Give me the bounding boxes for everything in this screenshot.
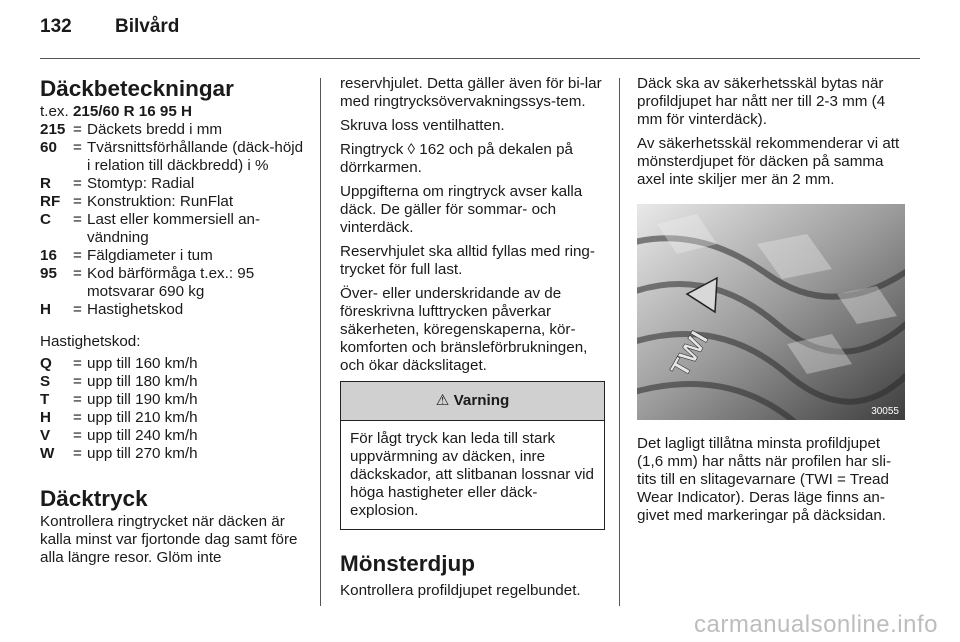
tire-code-code: RF (40, 193, 61, 210)
tire-code-meaning: Stomtyp: Radial (87, 175, 195, 192)
column-divider-2 (619, 78, 620, 606)
speed-code-code: T (40, 391, 50, 408)
speed-code-code: S (40, 373, 51, 390)
speed-code-equals: = (73, 409, 82, 426)
tire-code-equals: = (73, 211, 82, 228)
speed-code-row (40, 445, 308, 463)
speed-code-meaning: upp till 270 km/h (87, 445, 198, 462)
tire-code-row (40, 211, 308, 247)
tire-code-meaning: Last eller kommersiell an-vändning (87, 211, 261, 246)
pressure-ref-label: Ringtryck (340, 141, 404, 158)
paragraph-cold-tires: Uppgifterna om ringtryck avser kalla däck. De gäller för sommar- och vinterdäck. (340, 183, 583, 236)
speed-code-code: Q (40, 355, 52, 372)
section-heading-tread-depth: Mönsterdjup (340, 551, 475, 576)
tire-code-code: 16 (40, 247, 57, 264)
speed-code-equals: = (73, 427, 82, 444)
tire-code-meaning: Kod bärförmåga t.ex.: 95 motsvarar 690 kg (87, 265, 255, 300)
figure-number: 30055 (871, 406, 899, 417)
paragraph-check-tread: Kontrollera profildjupet regelbundet. (340, 582, 581, 599)
tire-code-row (40, 247, 308, 265)
header-rule (40, 58, 920, 59)
column-divider-1 (320, 78, 321, 606)
speed-code-meaning: upp till 190 km/h (87, 391, 198, 408)
tire-code-code: H (40, 301, 51, 318)
tire-code-row (40, 265, 308, 301)
warning-box (340, 381, 605, 530)
paragraph-spare-full-load: Reservhjulet ska alltid fyllas med ring-trycket för full last. (340, 243, 595, 278)
speed-code-row (40, 373, 308, 391)
warning-header (341, 382, 604, 421)
tire-code-code: 215 (40, 121, 66, 138)
speed-code-row (40, 409, 308, 427)
speed-code-list (40, 355, 308, 463)
tire-code-code: 60 (40, 139, 57, 156)
paragraph-spare-wheel: reservhjulet. Detta gäller även för bi-lar med ringtrycksövervakningssys-tem. (340, 75, 602, 110)
section-heading-tire-pressure: Däcktryck (40, 486, 148, 511)
tire-code-meaning: Hastighetskod (87, 301, 184, 318)
tire-code-equals: = (73, 247, 82, 264)
tire-code-definitions (40, 121, 308, 319)
tire-code-equals: = (73, 139, 82, 156)
column-3 (637, 75, 905, 531)
tire-code-row (40, 175, 308, 193)
example-prefix: t.ex. (40, 103, 69, 120)
tire-pressure-paragraph: Kontrollera ringtrycket när däcken är kalla minst var fjortonde dag samt före alla längre resor. Glöm inte (40, 513, 298, 566)
paragraph-legal-minimum: Det lagligt tillåtna minsta profildjupet (1,6 mm) har nåtts när profilen har sli-tits till en slitagevarnare (TWI = Tread Wear Indicator). Deras läge finns an-givet med markeringar på däcksidan. (637, 435, 892, 524)
speed-code-meaning: upp till 210 km/h (87, 409, 198, 426)
page-title: Bilvård (115, 16, 180, 37)
tire-code-code: C (40, 211, 51, 228)
section-heading-tire-markings: Däckbeteckningar (40, 76, 234, 101)
tire-code-equals: = (73, 193, 82, 210)
paragraph-replace-tires: Däck ska av säkerhetsskäl bytas när profildjupet har nått ner till 2-3 mm (4 mm för vinterdäck). (637, 75, 886, 128)
speed-code-equals: = (73, 373, 82, 390)
paragraph-pressure-ref (340, 141, 605, 177)
tire-code-row (40, 121, 308, 139)
tire-code-row (40, 193, 308, 211)
paragraph-pressure-effects: Över- eller underskridande av de föreskrivna lufttrycken påverkar säkerheten, köregenskaperna, kör-komforten och bränsleförbrukningen, och ökar däckslitaget. (340, 285, 588, 374)
speed-code-code: V (40, 427, 51, 444)
speed-code-meaning: upp till 180 km/h (87, 373, 198, 390)
page-number: 132 (40, 16, 72, 37)
pressure-ref-text: 162 och på dekalen på dörrkarmen. (340, 141, 573, 176)
tire-tread-illustration (637, 204, 905, 420)
page-ref-icon: ◊ (407, 141, 416, 158)
speed-code-equals: = (73, 355, 82, 372)
example-code: 215/60 R 16 95 H (72, 103, 192, 120)
speed-code-row (40, 355, 308, 373)
tire-code-equals: = (73, 121, 82, 138)
tire-code-row (40, 139, 308, 175)
watermark: carmanualsonline.info (694, 611, 938, 638)
speed-code-code: W (40, 445, 55, 462)
tire-code-equals: = (73, 265, 82, 282)
tire-code-code: 95 (40, 265, 57, 282)
speed-code-intro: Hastighetskod: (40, 333, 141, 350)
tire-code-meaning: Tvärsnittsförhållande (däck-höjd i relation till däckbredd) i % (87, 139, 304, 174)
tire-code-equals: = (73, 175, 82, 192)
speed-code-code: H (40, 409, 51, 426)
example-line (40, 103, 308, 121)
tire-code-row (40, 301, 308, 319)
tire-code-meaning: Konstruktion: RunFlat (87, 193, 234, 210)
tire-code-code: R (40, 175, 51, 192)
paragraph-tread-difference: Av säkerhetsskäl rekommenderar vi att mönsterdjupet för däcken på samma axel inte skiljer mer än 2 mm. (637, 135, 900, 188)
speed-code-equals: = (73, 391, 82, 408)
tire-code-meaning: Fälgdiameter i tum (87, 247, 213, 264)
warning-icon: ⚠ (435, 392, 450, 409)
paragraph-valve-cap: Skruva loss ventilhatten. (340, 117, 505, 134)
twi-label: TWI (664, 325, 715, 382)
column-1 (40, 75, 308, 573)
speed-code-row (40, 427, 308, 445)
warning-title: Varning (453, 392, 510, 409)
speed-code-row (40, 391, 308, 409)
tire-code-equals: = (73, 301, 82, 318)
speed-code-meaning: upp till 160 km/h (87, 355, 198, 372)
speed-code-meaning: upp till 240 km/h (87, 427, 198, 444)
warning-text: För lågt tryck kan leda till stark uppvärmning av däcken, inre däckskador, att slitbanan lossnar vid höga hastigheter eller däck-explosion. (350, 430, 594, 519)
column-2 (340, 75, 605, 606)
speed-code-equals: = (73, 445, 82, 462)
tire-code-meaning: Däckets bredd i mm (87, 121, 223, 138)
